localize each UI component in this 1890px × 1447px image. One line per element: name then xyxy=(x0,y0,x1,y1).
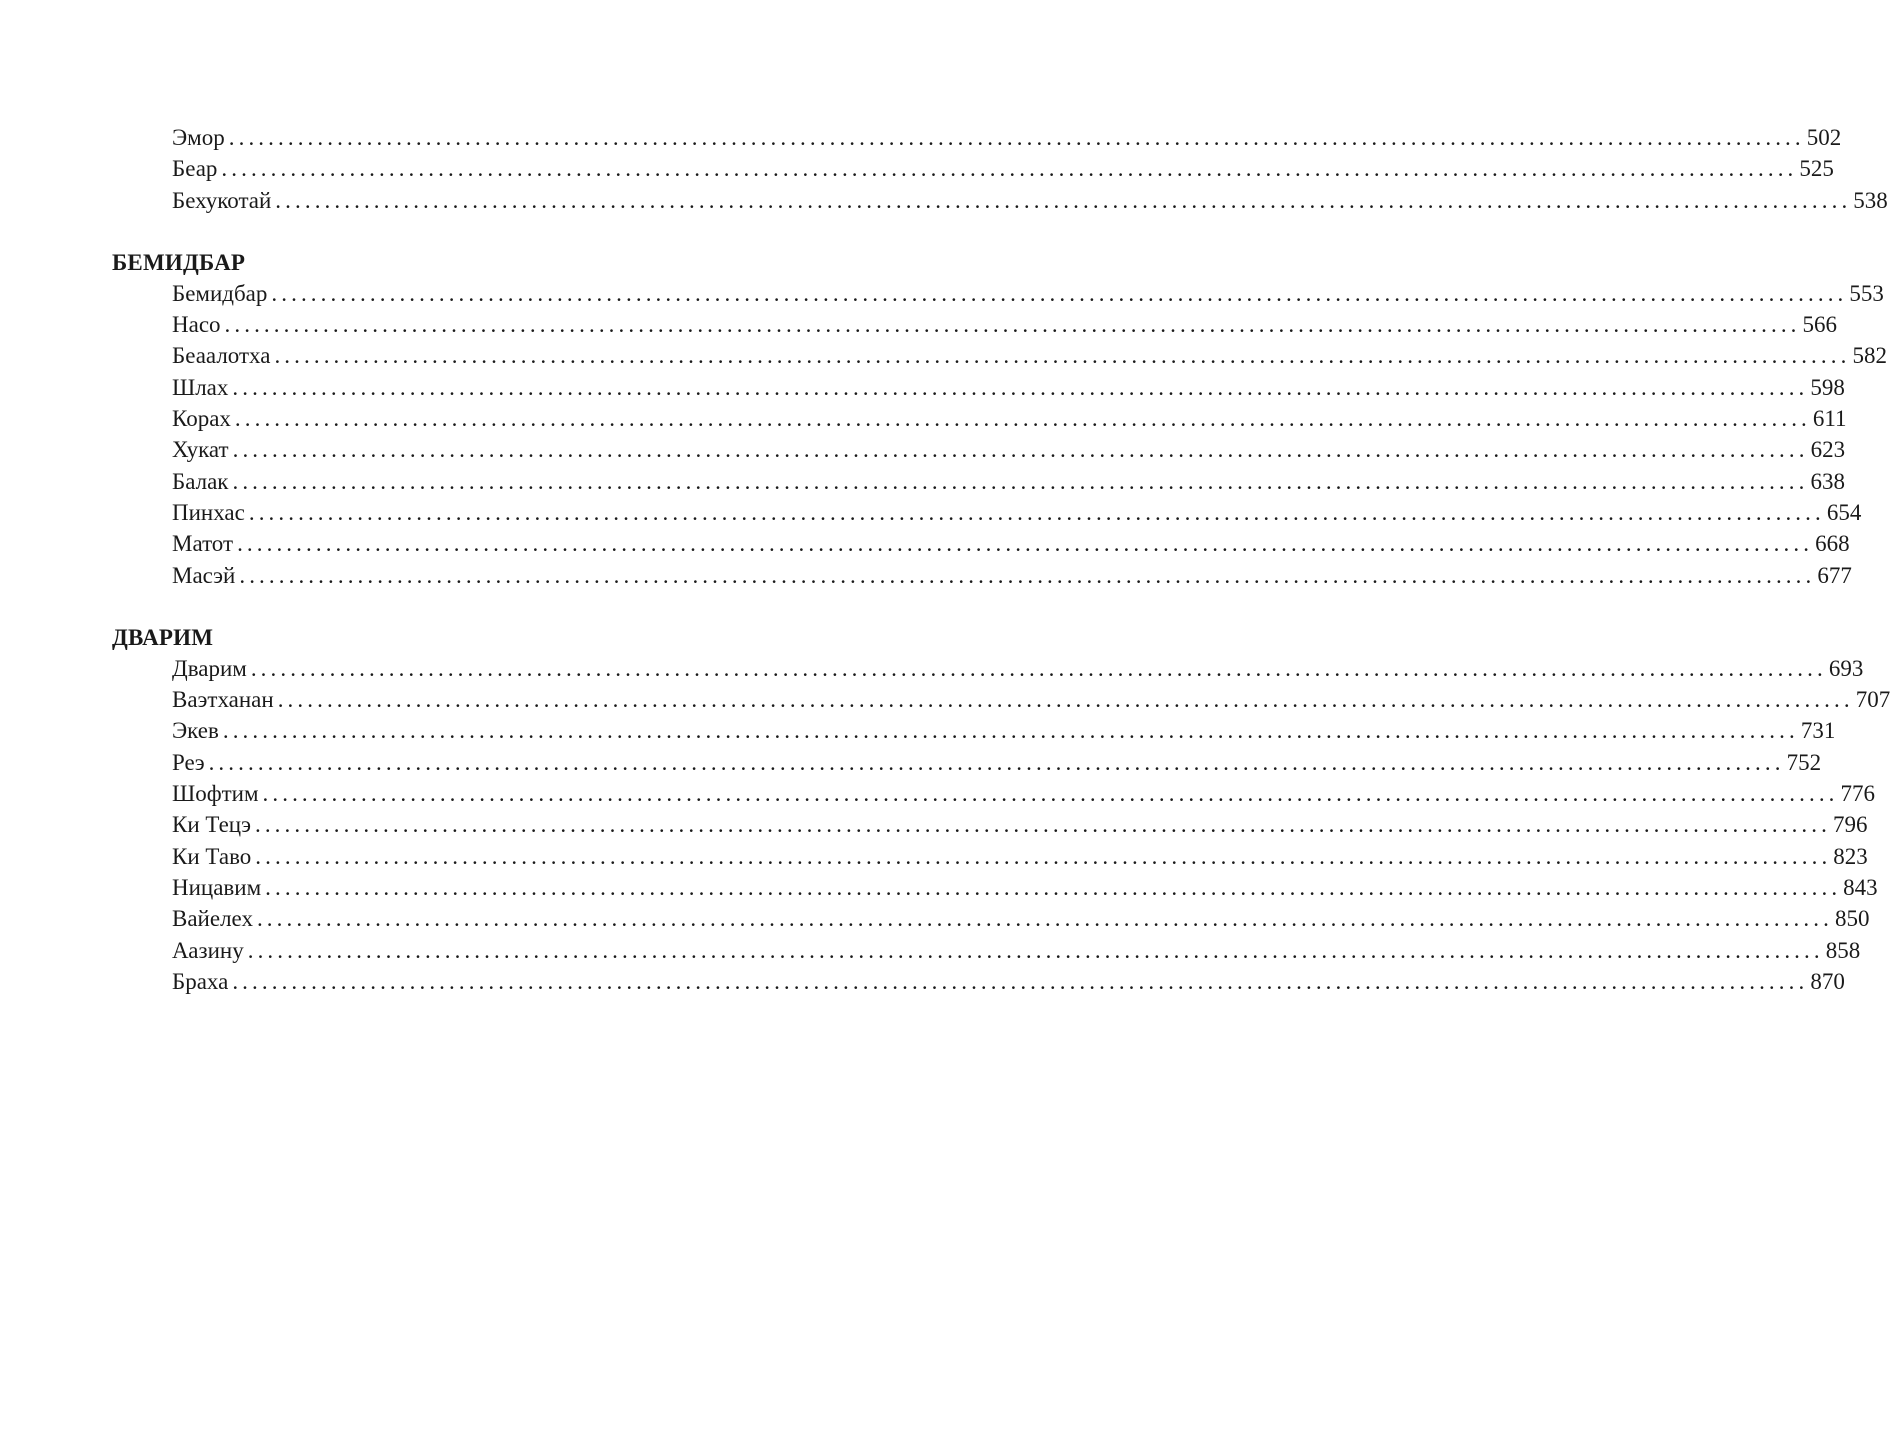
dot-leader: ................................................................................................................................................................ xyxy=(254,812,1831,838)
dot-leader: ................................................................................................................................................................ xyxy=(222,718,1799,744)
dot-leader: ................................................................................................................................................................ xyxy=(271,280,1848,306)
toc-entry-page: 582 xyxy=(1852,343,1887,369)
toc-section-bemidbar xyxy=(112,247,1887,591)
dot-leader: ................................................................................................................................................................ xyxy=(228,125,1805,150)
toc-entry[interactable] xyxy=(172,653,1864,684)
toc-entry[interactable] xyxy=(172,372,1845,403)
toc-entry[interactable] xyxy=(172,715,1836,746)
dot-leader: ................................................................................................................................................................ xyxy=(232,437,1809,463)
dot-leader: ................................................................................................................................................................ xyxy=(221,156,1798,182)
toc-entry[interactable] xyxy=(172,809,1868,840)
toc-entry[interactable] xyxy=(172,122,1842,153)
toc-entry-page: 858 xyxy=(1825,937,1861,963)
toc-entry-page: 502 xyxy=(1806,125,1842,150)
toc-entry-title: Дварим xyxy=(172,655,247,681)
toc-entry[interactable] xyxy=(172,340,1887,371)
toc-entry[interactable] xyxy=(172,497,1862,528)
toc-entry-title: Эмор xyxy=(172,125,225,150)
toc-entry-page: 707 xyxy=(1855,687,1890,713)
toc-entry-title: Шофтим xyxy=(172,781,259,807)
toc-entry[interactable] xyxy=(172,966,1845,997)
toc-section-continued xyxy=(112,122,1888,216)
toc-entry-page: 796 xyxy=(1832,812,1868,838)
toc-entry[interactable] xyxy=(172,778,1876,809)
toc-entry-page: 668 xyxy=(1815,531,1850,557)
toc-entry-title: Насо xyxy=(172,312,221,338)
toc-entry-page: 752 xyxy=(1786,749,1822,775)
toc-entry[interactable] xyxy=(172,153,1834,184)
toc-entry[interactable] xyxy=(172,278,1884,309)
toc-entry[interactable] xyxy=(172,528,1850,559)
toc-entry-title: Бемидбар xyxy=(172,280,268,306)
toc-entry-page: 623 xyxy=(1810,437,1846,463)
toc-entry-title: Пинхас xyxy=(172,499,245,525)
dot-leader: ................................................................................................................................................................ xyxy=(234,406,1811,432)
toc-entry[interactable] xyxy=(172,560,1852,591)
dot-leader: ................................................................................................................................................................ xyxy=(275,187,1852,213)
toc-entry[interactable] xyxy=(172,747,1822,778)
dot-leader: ................................................................................................................................................................ xyxy=(247,937,1824,963)
dot-leader: ................................................................................................................................................................ xyxy=(250,655,1827,681)
toc-entry-page: 677 xyxy=(1817,562,1852,588)
dot-leader: ................................................................................................................................................................ xyxy=(274,343,1851,369)
section-heading: ДВАРИМ xyxy=(112,624,214,650)
dot-leader: ................................................................................................................................................................ xyxy=(256,906,1833,932)
toc-entry[interactable] xyxy=(172,434,1846,465)
toc-entry-page: 850 xyxy=(1834,906,1870,932)
dot-leader: ................................................................................................................................................................ xyxy=(265,874,1842,900)
toc-entry-page: 654 xyxy=(1826,499,1862,525)
dot-leader: ................................................................................................................................................................ xyxy=(232,468,1809,494)
toc-entry[interactable] xyxy=(172,309,1838,340)
toc-entry[interactable] xyxy=(172,872,1878,903)
dot-leader: ................................................................................................................................................................ xyxy=(262,781,1839,807)
toc-entry-title: Вайелех xyxy=(172,906,253,932)
toc-entry-page: 843 xyxy=(1843,874,1878,900)
dot-leader: ................................................................................................................................................................ xyxy=(255,843,1832,869)
toc-entry[interactable] xyxy=(172,903,1870,934)
toc-entry-title: Хукат xyxy=(172,437,229,463)
table-of-contents xyxy=(112,122,1890,997)
dot-leader: ................................................................................................................................................................ xyxy=(208,749,1785,775)
toc-entry-page: 638 xyxy=(1810,468,1845,494)
toc-section-dvarim xyxy=(112,622,1890,997)
toc-entry-page: 693 xyxy=(1828,655,1864,681)
section-heading: БЕМИДБАР xyxy=(112,249,246,275)
dot-leader: ................................................................................................................................................................ xyxy=(277,687,1854,713)
toc-entry-title: Масэй xyxy=(172,562,236,588)
toc-entry-page: 776 xyxy=(1840,781,1876,807)
dot-leader: ................................................................................................................................................................ xyxy=(232,968,1809,994)
toc-entry-title: Ницавим xyxy=(172,874,262,900)
toc-entry-title: Ки Таво xyxy=(172,843,252,869)
toc-entry-title: Беар xyxy=(172,156,218,182)
toc-entry[interactable] xyxy=(172,935,1861,966)
toc-entry[interactable] xyxy=(172,466,1845,497)
toc-entry[interactable] xyxy=(172,841,1868,872)
toc-entry-title: Матот xyxy=(172,531,234,557)
dot-leader: ................................................................................................................................................................ xyxy=(237,531,1814,557)
toc-entry-page: 870 xyxy=(1810,968,1845,994)
toc-entry-page: 525 xyxy=(1799,156,1834,182)
toc-entry-page: 823 xyxy=(1833,843,1868,869)
dot-leader: ................................................................................................................................................................ xyxy=(239,562,1816,588)
toc-entry-title: Бехукотай xyxy=(172,187,272,213)
toc-entry[interactable] xyxy=(172,403,1847,434)
toc-entry-page: 611 xyxy=(1812,406,1847,432)
toc-entry-title: Реэ xyxy=(172,749,205,775)
toc-entry-page: 598 xyxy=(1810,374,1845,400)
toc-entry-title: Ки Тецэ xyxy=(172,812,251,838)
toc-entry-title: Браха xyxy=(172,968,229,994)
toc-entry-page: 538 xyxy=(1853,187,1888,213)
toc-entry-title: Корах xyxy=(172,406,231,432)
toc-entry-title: Балак xyxy=(172,468,229,494)
toc-entry[interactable] xyxy=(172,185,1888,216)
toc-entry-page: 566 xyxy=(1802,312,1838,338)
toc-entry-title: Экев xyxy=(172,718,219,744)
toc-entry-title: Ваэтханан xyxy=(172,687,274,713)
toc-entry-page: 553 xyxy=(1849,280,1884,306)
toc-entry-title: Аазину xyxy=(172,937,244,963)
dot-leader: ................................................................................................................................................................ xyxy=(224,312,1801,338)
toc-entry-page: 731 xyxy=(1800,718,1836,744)
toc-entry[interactable] xyxy=(172,684,1890,715)
dot-leader: ................................................................................................................................................................ xyxy=(232,374,1809,400)
toc-entry-title: Беаалотха xyxy=(172,343,271,369)
toc-entry-title: Шлах xyxy=(172,374,229,400)
dot-leader: ................................................................................................................................................................ xyxy=(248,499,1825,525)
